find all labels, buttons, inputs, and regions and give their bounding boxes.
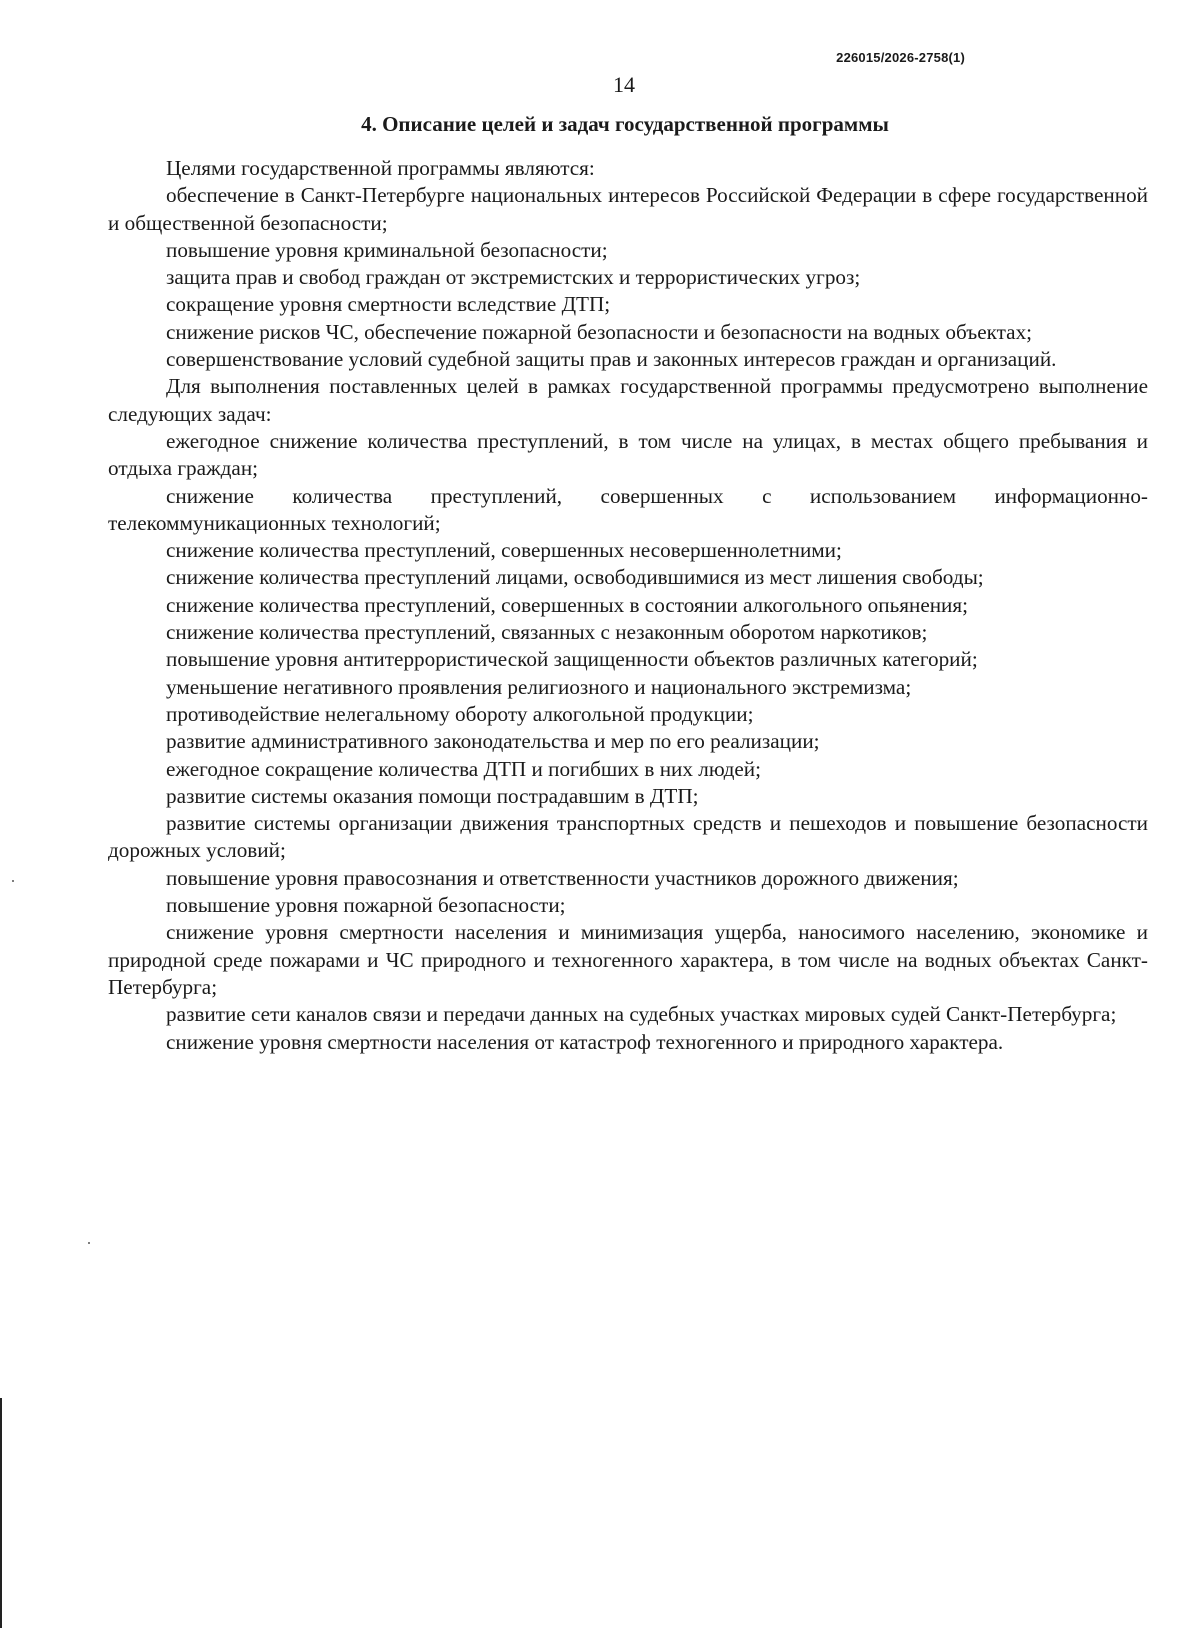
goal-item: сокращение уровня смертности вследствие ДТП;	[166, 292, 611, 317]
goal-item: снижение рисков ЧС, обеспечение пожарной безопасности и безопасности на водных объектах;	[166, 319, 1033, 344]
task-item: ежегодное снижение количества преступлений, в том числе на улицах, в местах общего пребывания и отдыха граждан;	[108, 428, 1148, 481]
document-body	[108, 155, 1148, 1056]
task-item: развитие административного законодательства и мер по его реализации;	[166, 729, 820, 754]
goal-item: защита прав и свобод граждан от экстремистских и террористических угроз;	[166, 265, 861, 290]
task-item: повышение уровня антитеррористической защищенности объектов различных категорий;	[166, 647, 978, 672]
document-registration-number: 226015/2026-2758(1)	[836, 50, 965, 65]
goal-item: повышение уровня криминальной безопасности;	[166, 237, 608, 262]
scan-speck	[88, 1242, 90, 1244]
section-title: 4. Описание целей и задач государственной программы	[361, 112, 889, 136]
goal-item: совершенствование условий судебной защиты прав и законных интересов граждан и организаций.	[166, 347, 1057, 372]
goal-item: обеспечение в Санкт-Петербурге национальных интересов Российской Федерации в сфере государственной и общественной безопасности;	[108, 183, 1148, 235]
scan-speck	[12, 880, 14, 882]
task-item: развитие сети каналов связи и передачи данных на судебных участках мировых судей Санкт-Петербурга;	[166, 1002, 1117, 1027]
tasks-intro: Для выполнения поставленных целей в рамках государственной программы предусмотрено выполнение следующих задач:	[108, 374, 1148, 426]
task-item: снижение количества преступлений, связанных с незаконным оборотом наркотиков;	[166, 620, 928, 645]
task-item: повышение уровня правосознания и ответственности участников дорожного движения;	[166, 865, 959, 890]
task-item: снижение количества преступлений, совершенных с использованием информационно-телекоммуникационных технологий;	[108, 483, 1148, 535]
task-item: снижение количества преступлений, совершенных в состоянии алкогольного опьянения;	[166, 592, 969, 617]
goals-intro: Целями государственной программы являются:	[166, 156, 595, 180]
task-item: ежегодное сокращение количества ДТП и погибших в них людей;	[166, 756, 762, 781]
page-number: 14	[613, 72, 635, 97]
task-item: развитие системы организации движения транспортных средств и пешеходов и повышение безопасности дорожных условий;	[108, 811, 1148, 863]
scan-page-edge	[0, 1398, 2, 1628]
task-item: снижение количества преступлений лицами, освободившимися из мест лишения свободы;	[166, 565, 984, 590]
task-item: снижение количества преступлений, совершенных несовершеннолетними;	[166, 538, 842, 563]
task-item: повышение уровня пожарной безопасности;	[166, 893, 566, 918]
task-item: противодействие нелегальному обороту алкогольной продукции;	[166, 701, 754, 726]
task-item: уменьшение негативного проявления религиозного и национального экстремизма;	[166, 674, 912, 699]
task-item: снижение уровня смертности населения и минимизация ущерба, наносимого населению, экономике и природной среде пожарами и ЧС природного и техногенного характера, в том числе на водных объектах Санкт-Петербурга;	[108, 920, 1148, 999]
task-item: снижение уровня смертности населения от катастроф техногенного и природного характера.	[166, 1029, 1004, 1054]
task-item: развитие системы оказания помощи пострадавшим в ДТП;	[166, 783, 699, 808]
